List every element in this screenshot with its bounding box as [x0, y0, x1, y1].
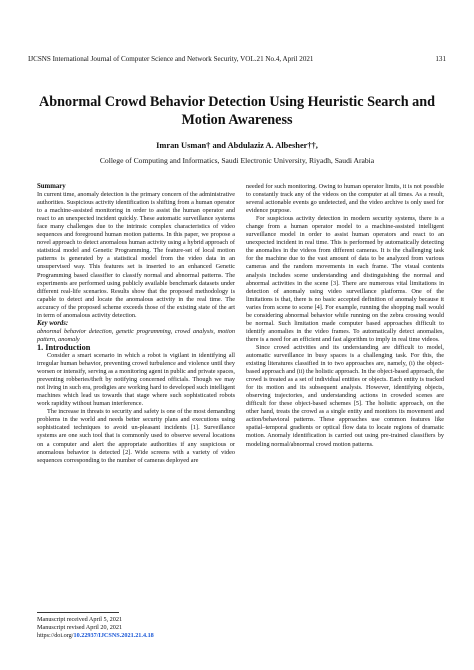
body-paragraph-continued: needed for such monitoring. Owing to human operator limits, it is not possible to constantly track any of the videos on the computer at all times. As a result, several actionable events go undetected, and the video archive is only used for evidence purpose. — [246, 183, 444, 215]
doi-line — [37, 632, 237, 640]
doi-prefix: https://doi.org/ — [37, 632, 74, 640]
affiliation: College of Computing and Informatics, Saudi Electronic University, Riyadh, Saudi Arabia — [99, 156, 375, 165]
right-column — [246, 183, 444, 449]
page-number: 131 — [435, 55, 446, 63]
journal-name: IJCSNS International Journal of Computer Science and Network Security, VOL.21 No.4, April 2021 — [28, 55, 314, 63]
paper-title: Abnormal Crowd Behavior Detection Using Heuristic Search and Motion Awareness — [38, 94, 436, 128]
left-column — [37, 183, 235, 465]
keywords-heading: Key words: — [37, 319, 69, 327]
doi-link[interactable]: 10.22937/IJCSNS.2021.21.4.18 — [73, 632, 154, 640]
received-date: Manuscript received April 5, 2021 — [37, 616, 123, 623]
author-list: Imran Usman† and Abdulaziz A. Albesher††, — [156, 141, 318, 150]
intro-paragraph-1: Consider a smart scenario in which a robot is vigilant in identifying all irregular human behavior, preventing crowd turbulence and violence until they worsen or intensify, serving as a monitoring agent in public and private spaces, preventing robberies/theft by notifying concerned officials. Though we may not living in such era, prodigies are working hard to developed such intelligent machines which lead us towards that stage where such sophisticated robots work rapidity without human interference. — [37, 351, 235, 408]
footnote-rule — [37, 612, 119, 613]
intro-paragraph-2: The increase in threats to security and safety is one of the most demanding problems in the world and needs better security plans and executions using sophisticated techniques to avoid un-pleasant incidents [1]. Surveillance systems are one such tool that is commonly used to observe several locations on a computer and alert the appropriate authorities if any suspicious or anomalous behavior is detected [2]. Wide screens with a variety of video sequences corresponding to the number of cameras deployed are — [37, 408, 235, 464]
summary-text: In current time, anomaly detection is the primary concern of the administrative authorities. Suspicious activity identification is shifting from a human operator to a machine-assisted monitoring in order to assist the human operator and react to an unexpected incident quickly. These automatic surveillance systems face many challenges due to the intrinsic complex characteristics of video sequences and foreground human motion patterns. In this paper, we propose a novel approach to detect anomalous human activity using a hybrid approach of statistical model and Genetic Programming. The feature-set of local motion patterns is generated by a statistical model from the video data in an unsupervised way. This features set is inserted to an enhanced Genetic Programming based classifier to classify normal and abnormal patterns. The experiments are performed using publicly available benchmark datasets under different real-life scenarios. Results show that the proposed methodology is capable to detect and locate the anomalous activity in the real time. The accuracy of the proposed scheme exceeds those of the existing state of the art in term of anomalous activity detection. — [37, 191, 235, 319]
section-heading-introduction: 1. Introduction — [37, 342, 91, 352]
manuscript-footnote — [37, 612, 237, 640]
revised-date: Manuscript revised April 20, 2021 — [37, 624, 123, 632]
keywords-text: abnormal behavior detection, genetic programming, crowd analysis, motion pattern, anomaly — [37, 327, 235, 343]
summary-heading: Summary — [37, 183, 66, 190]
body-paragraph-3: Since crowd activities and its understanding are difficult to model, automatic surveillance in busy spaces is a challenging task. For this, the existing literatures classified in to two approaches are, namely, (i) the object-based approach and (ii) the holistic approach. In the object-based approach, the crowd is treated as a set of individual entities or objects. Each entity is tracked for its motion and its subsequent analysis. However, identifying objects, observing trajectories, and understanding actions in crowded scenes are difficult for these object-based schemes [5]. The holistic approach, on the other hand, treats the crowd as a single entity and monitors its movement and action/behavioral patterns. These approaches use common features like spatial–temporal gradients or optical flow data to locate regions of dramatic motion. Anomaly identification is carried out using pre-trained classifiers by modeling normal/abnormal crowd motion patterns. — [246, 343, 445, 448]
body-paragraph-2: For suspicious activity detection in modern security systems, there is a change from a human operator model to a machine-assisted intelligent surveillance model in order to assist human operators and react to an unexpected incident in real time. This is performed by automatically detecting the anomalies in the videos from different cameras. It is the challenging task for the machine due to the vast amount of data to be analyzed from various cameras and the random movements in each frame. The visual contents analysis includes scene understanding and distinguishing the normal and abnormal activities in the scene [3]. There are numerous vital limitations in detection of anomaly using video surveillance platforms. One of the limitations is that, there is no basic accepted definition of anomaly because it varies from scene to scene [4]. For example, running the shopping mall would be considering abnormal behavior while running on the zebra crossing would be normal. Such limitation made computer based approaches difficult to identify anomalies in the video frames. To automatically detect anomalies, there is a need for an efficient and fast algorithm to imply in real time videos. — [246, 215, 444, 343]
